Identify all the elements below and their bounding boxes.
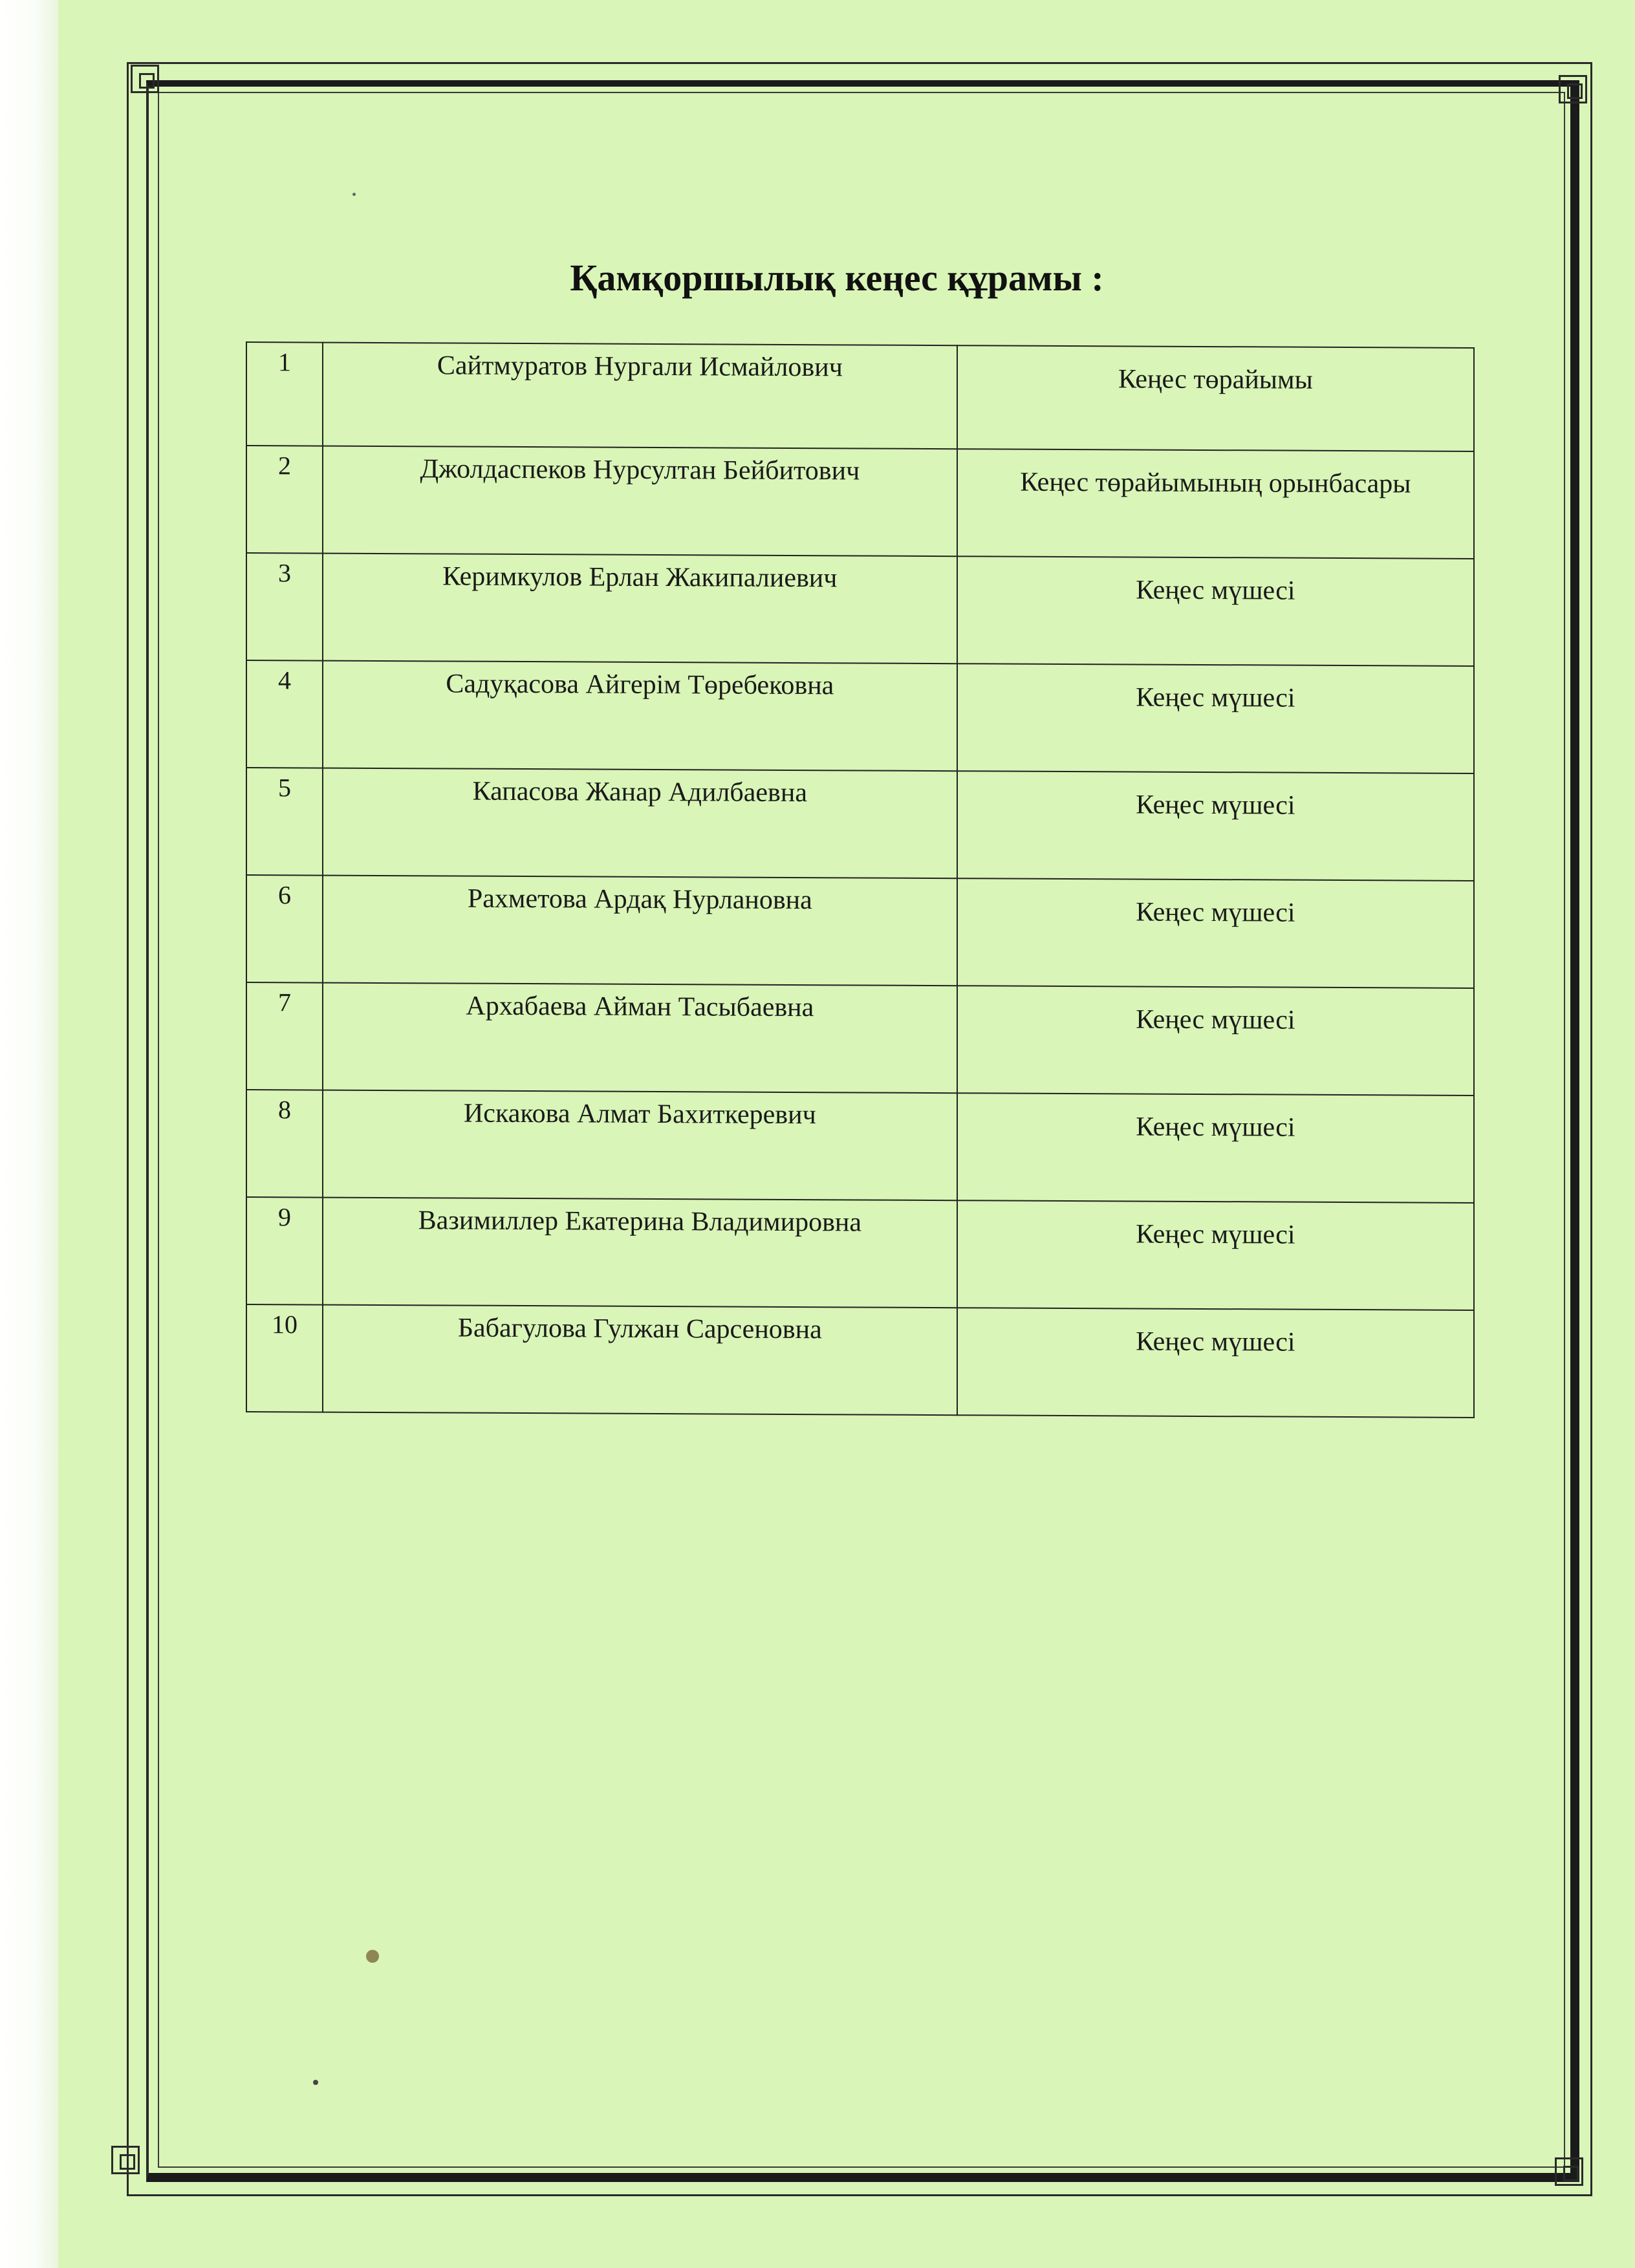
paper-speck [313, 2080, 318, 2085]
row-number: 9 [246, 1197, 323, 1305]
member-role: Кеңес мүшесі [957, 556, 1474, 666]
member-role: Кеңес төрайымы [957, 345, 1474, 451]
member-name: Керимкулов Ерлан Жакипалиевич [323, 554, 957, 664]
table-row [246, 660, 1474, 773]
table-row [246, 1304, 1474, 1418]
table-row [246, 875, 1474, 988]
members-table [246, 341, 1475, 1418]
member-name: Джолдаспеков Нурсултан Бейбитович [323, 446, 957, 557]
frame-corner-ornament-bottom-left [111, 2146, 140, 2174]
row-number: 4 [246, 660, 323, 768]
member-name: Вазимиллер Екатерина Владимировна [323, 1198, 957, 1308]
member-role: Кеңес мүшесі [957, 878, 1474, 988]
member-role: Кеңес мүшесі [957, 1200, 1474, 1310]
table-row [246, 1197, 1474, 1310]
member-role: Кеңес мүшесі [957, 771, 1474, 881]
table-row [246, 1090, 1474, 1203]
member-role: Кеңес төрайымының орынбасары [957, 449, 1474, 559]
member-name: Садуқасова Айгерім Төребековна [323, 661, 957, 772]
frame-corner-ornament-top-left [131, 65, 159, 93]
table-row [246, 982, 1474, 1096]
frame-corner-ornament-top-right [1559, 75, 1587, 103]
member-role: Кеңес мүшесі [957, 1308, 1474, 1418]
paper-speck [352, 193, 356, 196]
member-role: Кеңес мүшесі [957, 986, 1474, 1096]
member-name: Капасова Жанар Адилбаевна [323, 768, 957, 879]
row-number: 8 [246, 1090, 323, 1198]
member-name: Бабагулова Гулжан Сарсеновна [323, 1305, 957, 1416]
table-row [246, 446, 1474, 559]
row-number: 10 [246, 1304, 323, 1412]
table-row [246, 342, 1474, 451]
document-title: Қамқоршылық кеңес құрамы : [570, 257, 1104, 299]
frame-corner-ornament-bottom-right [1555, 2157, 1583, 2186]
member-role: Кеңес мүшесі [957, 664, 1474, 773]
table-row [246, 553, 1474, 666]
row-number: 7 [246, 982, 323, 1090]
row-number: 5 [246, 768, 323, 876]
row-number: 2 [246, 446, 323, 554]
table-row [246, 768, 1474, 881]
member-name: Искакова Алмат Бахиткеревич [323, 1090, 957, 1201]
member-name: Архабаева Айман Тасыбаевна [323, 983, 957, 1094]
member-role: Кеңес мүшесі [957, 1093, 1474, 1203]
row-number: 6 [246, 875, 323, 983]
member-name: Сайтмуратов Нургали Исмайлович [323, 343, 957, 449]
row-number: 3 [246, 553, 323, 661]
scan-edge [0, 0, 58, 2268]
member-name: Рахметова Ардақ Нурлановна [323, 876, 957, 986]
paper-speck [366, 1950, 379, 1963]
row-number: 1 [246, 342, 323, 446]
